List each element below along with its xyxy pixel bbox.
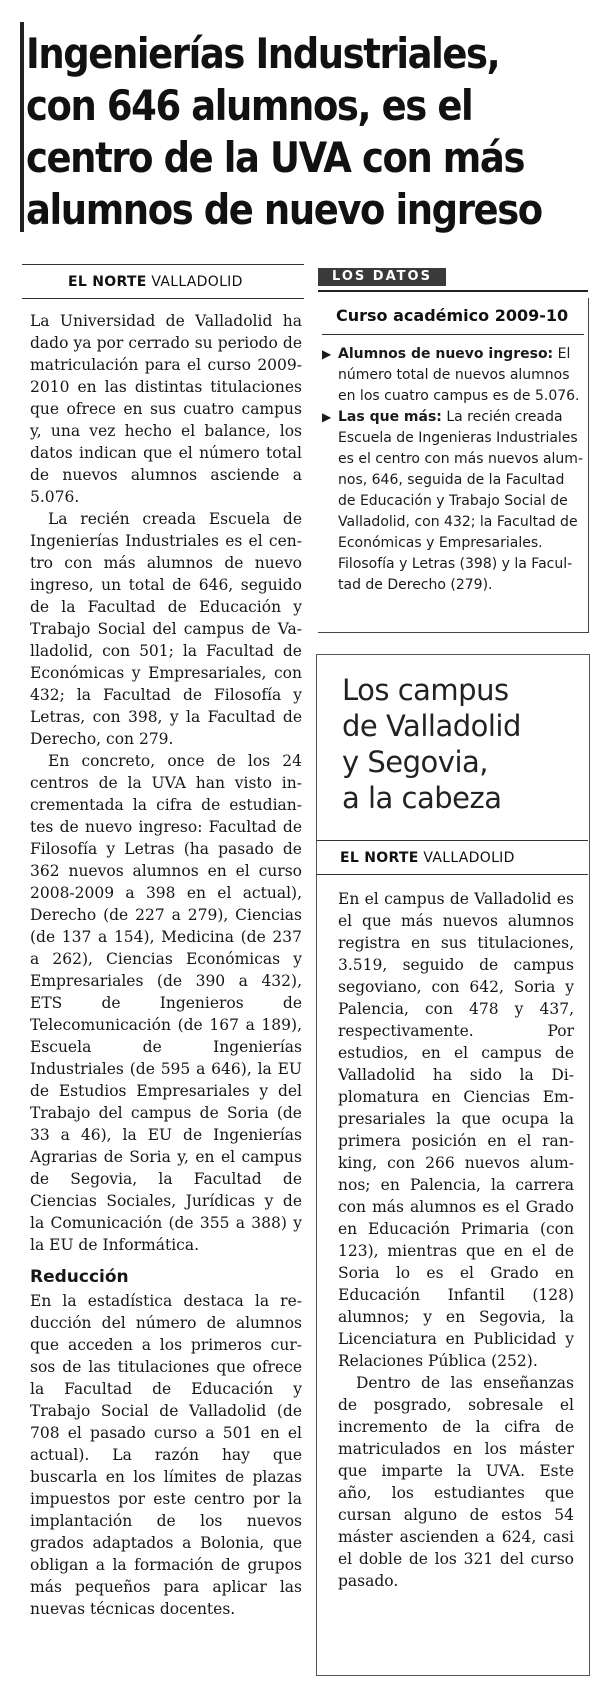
sidebar-title [342,672,582,816]
headline [26,28,542,236]
article-subhead: Reducción [30,1267,129,1287]
sidebar-byline-rule-bottom [316,874,588,875]
main-byline [68,274,243,290]
headline-line: con 646 alumnos, es el [26,81,473,130]
byline-rule-bottom [22,298,304,299]
headline-line: Ingenierías Industriales, [26,29,500,78]
datos-item-text: La recién creada Escuela de Ingenieras Industriales es el centro con más nuevos alumnos, 646, seguida de la Facultad de Educación y Trabajo Social de Valladolid, con 432; la Facultad de Económicas y Empresariales. Filosofía y Letras (398) y la Facultad de Derecho (279). [338,409,583,593]
main-article [30,310,302,1620]
byline-paper: EL NORTE [68,274,147,290]
datos-item-lead: Las que más: [338,409,442,425]
sidebar-title-line: de Valladolid [342,709,521,743]
datos-title-rule [322,334,584,335]
datos-rule [318,290,588,292]
sidebar-paragraph: Dentro de las enseñanzas de posgrado, sobresale el incremento de la cifra de matriculados en los máster que imparte la UVA. Este año, los estudiantes que cursan alguno de estos 54 máster ascienden a 624, casi el doble de los 321 del curso pasado. [338,1374,574,1590]
datos-item-lead: Alumnos de nuevo ingreso: [338,346,554,362]
sidebar-title-line: y Segovia, [342,745,488,779]
datos-item [322,407,584,596]
datos-title: Curso académico 2009-10 [336,306,569,325]
article-paragraph: La recién creada Escuela de Ingenierías Industriales es el centro con más alumnos de nuevo ingreso, un total de 646, seguido de la Facultad de Educación y Trabajo Social del campus de Valladolid, con 501; la Facultad de Económicas y Empresariales, con 432; la Facultad de Filosofía y Letras, con 398, y la Facultad de Derecho, con 279. [30,510,302,748]
arrow-icon: ▶ [322,347,332,361]
top-rule [20,22,24,232]
article-paragraph: La Universidad de Valladolid ha dado ya por cerrado su periodo de matriculación para el curso 2009-2010 en las distintas titulaciones que ofrece en sus cuatro campus y, una vez hecho el balance, los datos indican que el número total de nuevos alumnos asciende a 5.076. [30,312,302,506]
article-paragraph: En la estadística destaca la reducción del número de alumnos que acceden a los primeros cursos de las titulaciones que ofrece la Facultad de Educación y Trabajo Social de Valladolid (de 708 el pasado curso a 501 en el actual). La razón hay que buscarla en los límites de plazas impuestos por este centro por la implantación de los nuevos grados adaptados a Bolonia, que obligan a la formación de grupos más pequeños para aplicar las nuevas técnicas docentes. [30,1292,302,1618]
sidebar-byline [340,850,515,866]
datos-item-text: El número total de nuevos alumnos en los cuatro campus es de 5.076. [338,346,580,404]
sidebar-title-line: a la cabeza [342,781,502,815]
sidebar-byline-rule-top [316,840,588,841]
byline-rule-top [22,264,304,265]
headline-line: centro de la UVA con más [26,133,525,182]
headline-line: alumnos de nuevo ingreso [26,185,542,234]
datos-item [322,344,584,407]
article-paragraph: En concreto, once de los 24 centros de la UVA han visto incrementada la cifra de estudiantes de nuevo ingreso: Facultad de Filosofía y Letras (ha pasado de 362 nuevos alumnos en el curso 2008-2009 a 398 en el actual), Derecho (de 227 a 279), Ciencias (de 137 a 154), Medicina (de 237 a 262), Ciencias Económicas y Empresariales (de 390 a 432), ETS de Ingenieros de Telecomunicación (de 167 a 189), Escuela de Ingenierías Industriales (de 595 a 646), la EU de Estudios Empresariales y del Trabajo del campus de Soria (de 33 a 46), la EU de Ingenierías Agrarias de Soria y, en el campus de Segovia, la Facultad de Ciencias Sociales, Jurídicas y de la Comunicación (de 355 a 388) y la EU de Informática. [30,752,302,1254]
sidebar-article [338,888,574,1592]
arrow-icon: ▶ [322,410,332,424]
byline-paper: EL NORTE [340,850,419,866]
sidebar-title-line: Los campus [342,673,509,707]
datos-body [322,344,584,596]
sidebar-paragraph: En el campus de Valladolid es el que más nuevos alumnos registra en sus titulaciones, 3.519, seguido de campus segoviano, con 642, Soria y Palencia, con 478 y 437, respectivamente. Por estudios, en el campus de Valladolid ha sido la Diplomatura en Ciencias Empresariales la que ocupa la primera posición en el ranking, con 266 nuevos alumnos; en Palencia, la carrera con más alumnos es el Grado en Educación Primaria (con 123), mientras que en el de Soria lo es el Grado en Educación Infantil (128) alumnos; y en Segovia, la Licenciatura en Publicidad y Relaciones Pública (252). [338,890,574,1370]
byline-city: VALLADOLID [423,850,515,866]
byline-city: VALLADOLID [151,274,243,290]
datos-label: LOS DATOS [318,268,446,286]
